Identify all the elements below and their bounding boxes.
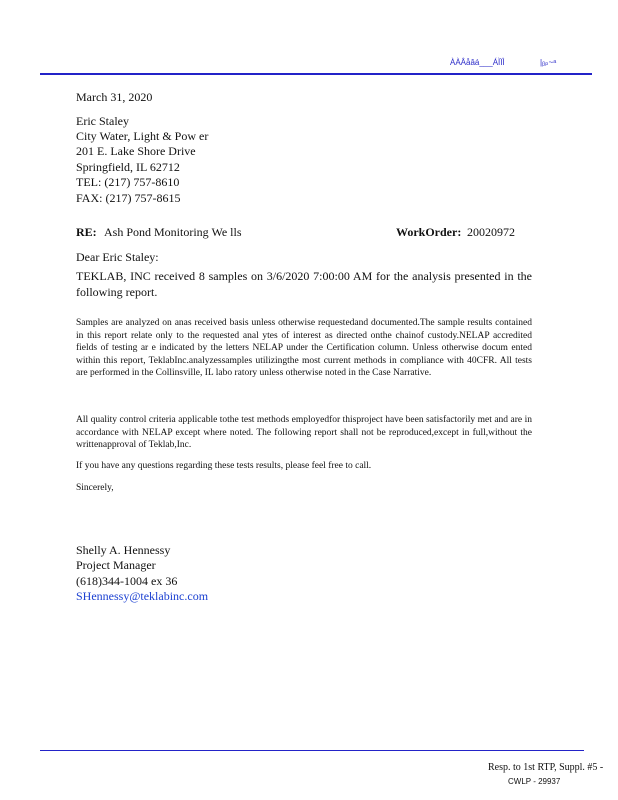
recipient-fax: FAX: (217) 757-8615	[76, 191, 181, 205]
recipient-street: 201 E. Lake Shore Drive	[76, 144, 196, 158]
re-label: RE:	[76, 225, 97, 239]
signer-phone: (618)344-1004 ex 36	[76, 574, 178, 588]
signer-title: Project Manager	[76, 558, 156, 572]
salutation: Dear Eric Staley:	[76, 250, 159, 264]
closing: Sincerely,	[76, 483, 114, 493]
intro-paragraph: TEKLAB, INC received 8 samples on 3/6/2020 7:00:00 AM for the analysis presented in the following report.	[76, 269, 532, 299]
questions-paragraph: If you have any questions regarding these tests results, please feel free to call.	[76, 461, 372, 471]
signer-email-link[interactable]: SHennessy@teklabinc.com	[76, 589, 209, 603]
recipient-tel: TEL: (217) 757-8610	[76, 175, 180, 189]
header-scribble-left: ÀÀÂåâá___ÁÌÏÌ	[450, 58, 505, 67]
re-subject: Ash Pond Monitoring We lls	[104, 225, 242, 239]
footer-bates-number: CWLP - 29937	[508, 777, 561, 786]
footer-reference: Resp. to 1st RTP, Suppl. #5 -	[488, 762, 604, 773]
letter-date: March 31, 2020	[76, 90, 153, 104]
recipient-name: Eric Staley	[76, 114, 129, 128]
bottom-rule	[40, 750, 584, 751]
recipient-company: City Water, Light & Pow er	[76, 129, 209, 143]
top-rule	[40, 73, 592, 75]
recipient-city: Springfield, IL 62712	[76, 160, 180, 174]
workorder-label: WorkOrder:	[396, 225, 462, 239]
header-scribble-right: |ᵦₚ~ᵃ	[540, 58, 557, 67]
samples-paragraph: Samples are analyzed on anas received basis unless otherwise requestedand documented.The sample results contained in this report relate only to the requested anal ytes of interest as directed onthe chainof custody.NELAP accredited fields of testing ar e indicated by the letters NELAP under the Certification column. Unless otherwise docum ented within this report, TeklabInc.analyzessamples utilizingthe most current methods in compliance with 40CFR. All tests are performed in the Collinsville, IL labo ratory unless otherwise noted in the Case Narrative.	[76, 318, 532, 378]
signer-name: Shelly A. Hennessy	[76, 543, 171, 557]
workorder-number: 20020972	[467, 225, 515, 239]
quality-paragraph: All quality control criteria applicable tothe test methods employedfor thisproject have been satisfactorily met and are in accordance with NELAP except where noted. The following report shall not be reproduced,except in full,without the writtenapproval of Teklab,Inc.	[76, 415, 532, 450]
